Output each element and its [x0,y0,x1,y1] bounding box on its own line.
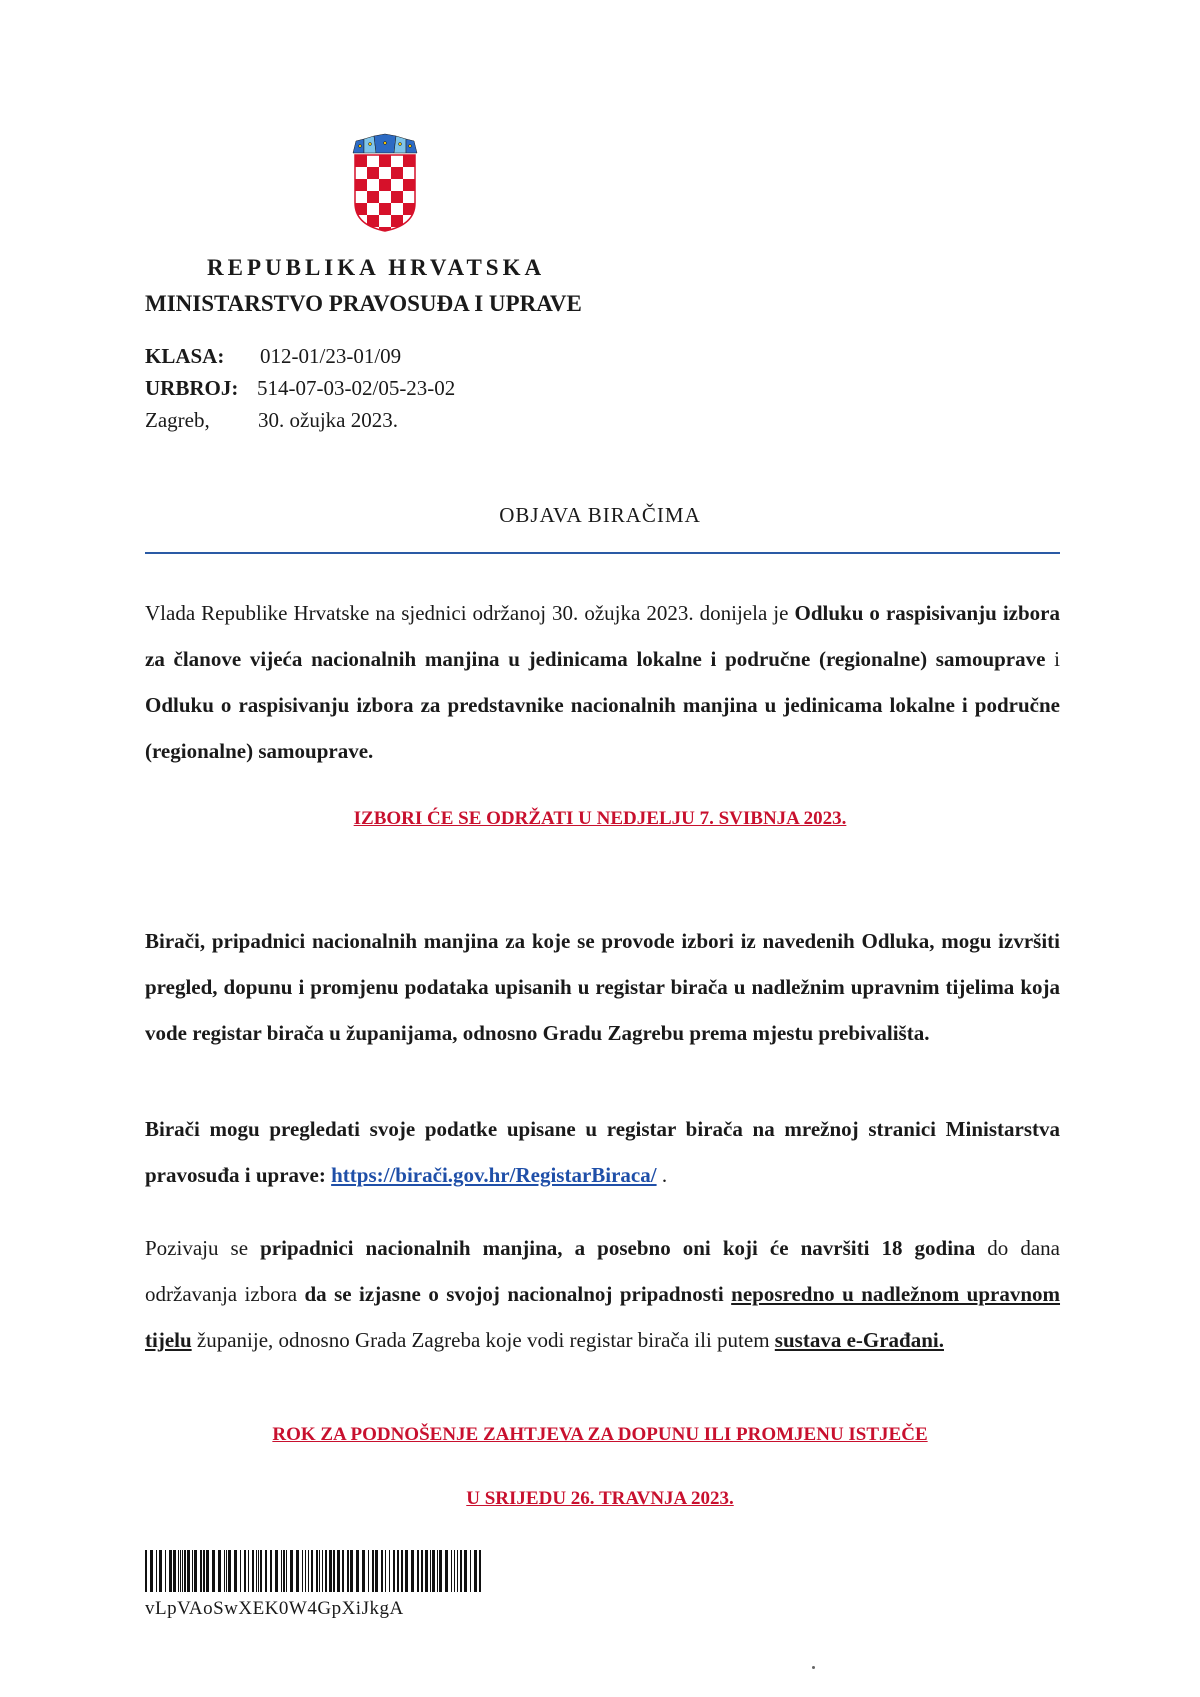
barcode-bar [457,1550,458,1592]
paragraph-bold-text: pripadnici nacionalnih manjina, a posebno oni koji će navršiti 18 godina [260,1236,976,1260]
paragraph-online-register [145,1106,1060,1198]
paragraph-underlined-text: neposredno u nadležnom upravnom tijelu [145,1282,1061,1352]
deadline-text: ROK ZA PODNOŠENJE ZAHTJEVA ZA DOPUNU ILI PROMJENU ISTJEČE [272,1424,928,1445]
election-date-notice [0,808,1200,830]
barcode-bar [337,1550,340,1592]
barcode-bar [372,1550,374,1592]
barcode-bar [270,1550,272,1592]
letterhead-ministry: MINISTARSTVO PRAVOSUĐA I UPRAVE [145,291,582,316]
barcode-bar [226,1550,227,1592]
barcode-bar [381,1550,383,1592]
paragraph-bold-text: da se izjasne o svojoj nacionalnoj pripadnosti [304,1282,724,1306]
paragraph-bold-text: Birači mogu pregledati svoje podatke upisane u registar birača na mrežnoj stranici Ministarstva pravosuđa i uprave: [145,1117,1060,1187]
barcode-bar [244,1550,246,1592]
paragraph-voter-review: Birači, pripadnici nacionalnih manjina za koje se provode izbori iz navedenih Odluka, mogu izvršiti pregled, dopunu i promjenu podataka upisanih u registar birača u nadležnim upravnim tijelima koja vode registar birača u županijama, odnosno Gradu Zagrebu prema mjestu prebivališta. [145,929,1060,1045]
barcode-bar [182,1550,183,1592]
barcode-bar [240,1550,241,1592]
barcode-bar [329,1550,332,1592]
barcode-bar [218,1550,221,1592]
barcode-bar [362,1550,365,1592]
city-label: Zagreb, [145,408,210,432]
barcode-bar [308,1550,309,1592]
barcode-bar [178,1550,179,1592]
barcode-bar [432,1550,435,1592]
barcode-bar [401,1550,403,1592]
barcode-bar [305,1550,306,1592]
document-title: OBJAVA BIRAČIMA [499,503,701,527]
klasa-row [145,340,455,372]
barcode-bar [356,1550,359,1592]
register-link[interactable]: https://birači.gov.hr/RegistarBiraca/ [331,1163,657,1187]
barcode-icon [145,1550,485,1592]
scan-artifact [812,1666,815,1669]
deadline-notice-line2 [0,1488,1200,1510]
paragraph-bold-text: Odluku o raspisivanju izbora za predstavnike nacionalnih manjina u jedinicama lokalne i područne (regionalne) samouprave. [145,693,1060,763]
barcode-bar [180,1550,181,1592]
barcode-bar [322,1550,323,1592]
barcode-bar [156,1550,157,1592]
barcode-bar [296,1550,299,1592]
barcode-bar [411,1550,414,1592]
barcode-bar [454,1550,455,1592]
paragraph-text: Vlada Republike Hrvatske na sjednici održanoj 30. ožujka 2023. donijela je [145,601,795,625]
barcode-bar [333,1550,335,1592]
urbroj-label: URBROJ: [145,376,239,400]
paragraph-underlined-text: sustava e-Građani. [774,1328,944,1352]
barcode-bar [290,1550,293,1592]
barcode-bar [252,1550,254,1592]
barcode-bar [228,1550,231,1592]
barcode-bar [319,1550,320,1592]
barcode-bar [464,1550,467,1592]
barcode-bar [192,1550,193,1592]
barcode-bar [169,1550,172,1592]
barcode-bar [256,1550,257,1592]
title-divider [145,552,1060,554]
barcode-bar [316,1550,318,1592]
deadline-date-text: U SRIJEDU 26. TRAVNJA 2023. [466,1488,734,1509]
deadline-notice-line1 [0,1424,1200,1446]
barcode-bar [474,1550,477,1592]
barcode-bar [445,1550,448,1592]
barcode-bar [200,1550,202,1592]
barcode-bar [258,1550,259,1592]
barcode-bar [350,1550,353,1592]
barcode-bar [281,1550,282,1592]
barcode-bar [203,1550,205,1592]
paragraph-text: . [656,1163,668,1187]
document-reference [145,340,455,436]
urbroj-row [145,372,455,404]
barcode-bar [385,1550,386,1592]
barcode-bar [165,1550,166,1592]
barcode-bar [460,1550,462,1592]
barcode-bar [234,1550,237,1592]
barcode-bar [224,1550,225,1592]
barcode-bar [145,1550,147,1592]
urbroj-value: 514-07-03-02/05-23-02 [257,376,456,400]
checkerboard-shield [355,155,415,233]
klasa-value: 012-01/23-01/09 [260,344,402,368]
barcode-bar [397,1550,399,1592]
paragraph-bold-text: Odluku o raspisivanju izbora za članove vijeća nacionalnih manjina u jedinicama lokalne i područne (regionalne) samouprave [145,601,1060,671]
barcode-bar [311,1550,313,1592]
election-date-text: IZBORI ĆE SE ODRŽATI U NEDJELJU 7. SVIBNJA 2023. [353,808,847,829]
barcode-bar [260,1550,262,1592]
barcode-bar [479,1550,481,1592]
paragraph-decision [145,590,1060,774]
barcode-bar [389,1550,390,1592]
barcode-bar [187,1550,190,1592]
barcode-bar [368,1550,369,1592]
barcode-bar [470,1550,471,1592]
paragraph-text: i [1045,647,1060,671]
letterhead-republic: REPUBLIKA HRVATSKA [207,255,546,280]
barcode-bar [265,1550,267,1592]
barcode-bar [325,1550,327,1592]
barcode-bar [275,1550,278,1592]
barcode-bar [342,1550,344,1592]
barcode-bar [150,1550,153,1592]
barcode-text: vLpVAoSwXEK0W4GpXiJkgA [145,1598,404,1619]
paragraph-invitation [145,1225,1060,1363]
date-row [145,404,455,436]
barcode-bar [421,1550,423,1592]
barcode-bar [439,1550,442,1592]
klasa-label: KLASA: [145,344,225,368]
barcode-bar [212,1550,215,1592]
document-date: 30. ožujka 2023. [258,408,398,432]
barcode-bar [425,1550,428,1592]
barcode-bar [248,1550,249,1592]
barcode-bar [451,1550,452,1592]
barcode-bar [405,1550,408,1592]
barcode-bar [393,1550,395,1592]
barcode-bar [184,1550,186,1592]
croatian-coat-of-arms-icon [350,133,420,233]
barcode-bar [286,1550,287,1592]
crown [353,134,417,153]
letterhead [145,250,665,322]
barcode-bar [206,1550,209,1592]
barcode-bar [159,1550,162,1592]
barcode-bar [283,1550,285,1592]
barcode-bar [437,1550,438,1592]
paragraph-text: Pozivaju se [145,1236,261,1260]
barcode-bar [173,1550,176,1592]
paragraph-text: županije, odnosno Grada Zagreba koje vodi registar birača ili putem [191,1328,775,1352]
barcode-bar [375,1550,378,1592]
paragraph-text: do dana održavanja izbora [145,1236,1060,1306]
barcode-bar [302,1550,303,1592]
barcode-bar [430,1550,431,1592]
barcode-bar [417,1550,419,1592]
barcode-bar [194,1550,197,1592]
barcode-bar [347,1550,349,1592]
